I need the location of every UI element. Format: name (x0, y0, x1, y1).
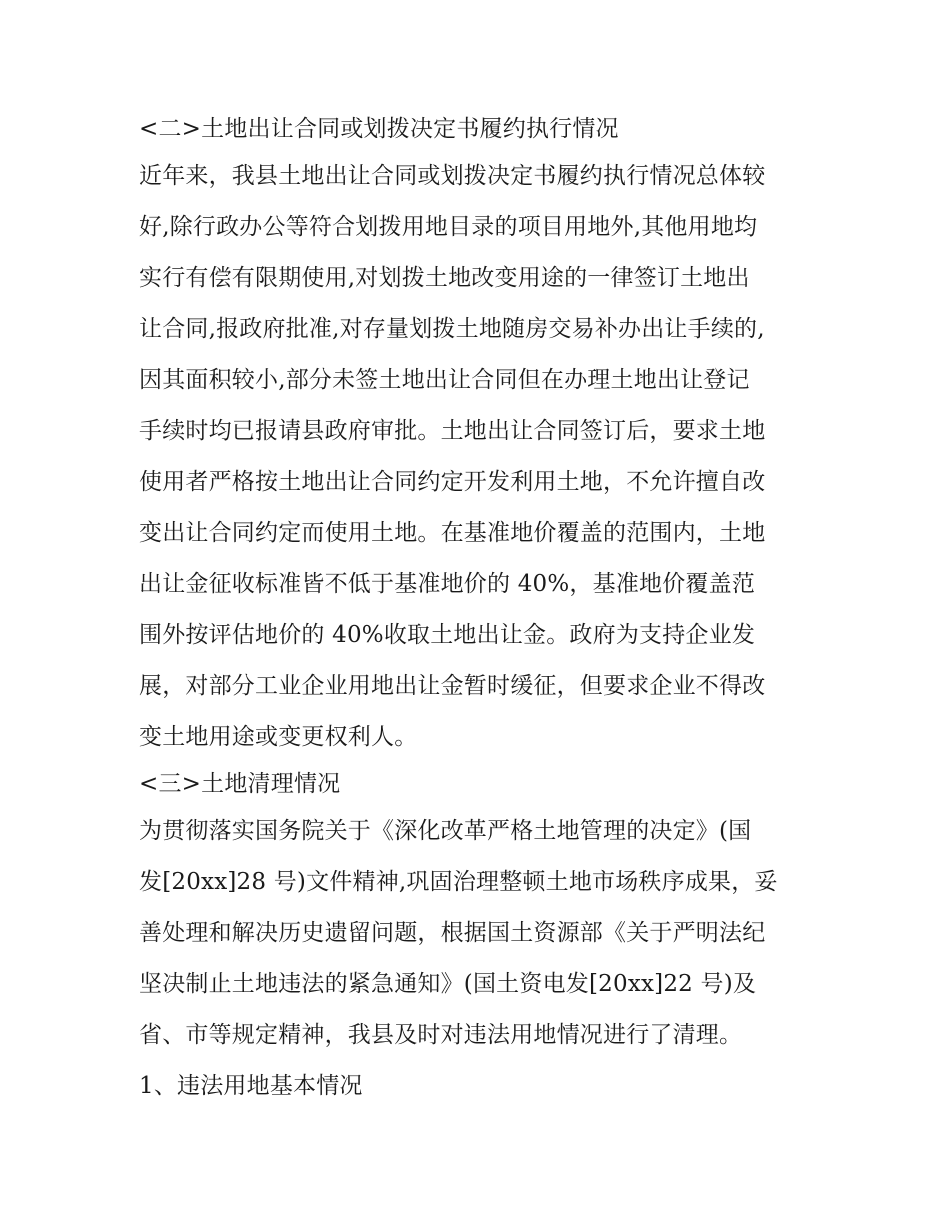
section2-line-12: 变土地用途或变更权利人。 (139, 724, 418, 750)
section2-line-10: 围外按评估地价的 40%收取土地出让金。政府为支持企业发 (139, 622, 756, 648)
section2-line-2: 好,除行政办公等符合划拨用地目录的项目用地外,其他用地均 (139, 214, 758, 240)
section2-line-7: 使用者严格按土地出让合同约定开发利用土地，不允许擅自改 (139, 469, 766, 495)
section2-line-5: 因其面积较小,部分未签土地出让合同但在办理土地出让登记 (139, 367, 750, 393)
section3-line-3: 善处理和解决历史遗留问题，根据国土资源部《关于严明法纪 (139, 920, 766, 946)
section3-subheading: 1、违法用地基本情况 (139, 1073, 363, 1099)
section2-line-11: 展，对部分工业企业用地出让金暂时缓征，但要求企业不得改 (139, 673, 766, 699)
section2-line-6: 手续时均已报请县政府审批。土地出让合同签订后，要求土地 (139, 418, 766, 444)
document-body (139, 108, 819, 1112)
section2-line-3: 实行有偿有限期使用,对划拨土地改变用途的一律签订土地出 (139, 265, 750, 291)
section2-heading: <二>土地出让合同或划拨决定书履约执行情况 (139, 116, 619, 142)
section2-line-1: 近年来，我县土地出让合同或划拨决定书履约执行情况总体较 (139, 163, 766, 189)
section2-line-4: 让合同,报政府批准,对存量划拨土地随房交易补办出让手续的, (139, 316, 765, 342)
section3-line-2: 发[20xx]28 号)文件精神,巩固治理整顿土地市场秩序成果，妥 (139, 869, 778, 895)
section2-line-9: 出让金征收标准皆不低于基准地价的 40%，基准地价覆盖范 (139, 571, 756, 597)
section3-line-5: 省、市等规定精神，我县及时对违法用地情况进行了清理。 (139, 1022, 743, 1048)
section2-line-8: 变出让合同约定而使用土地。在基准地价覆盖的范围内，土地 (139, 520, 766, 546)
section3-heading: <三>土地清理情况 (139, 771, 341, 797)
section3-line-1: 为贯彻落实国务院关于《深化改革严格土地管理的决定》(国 (139, 818, 752, 844)
section3-line-4: 坚决制止土地违法的紧急通知》(国土资电发[20xx]22 号)及 (139, 971, 757, 997)
